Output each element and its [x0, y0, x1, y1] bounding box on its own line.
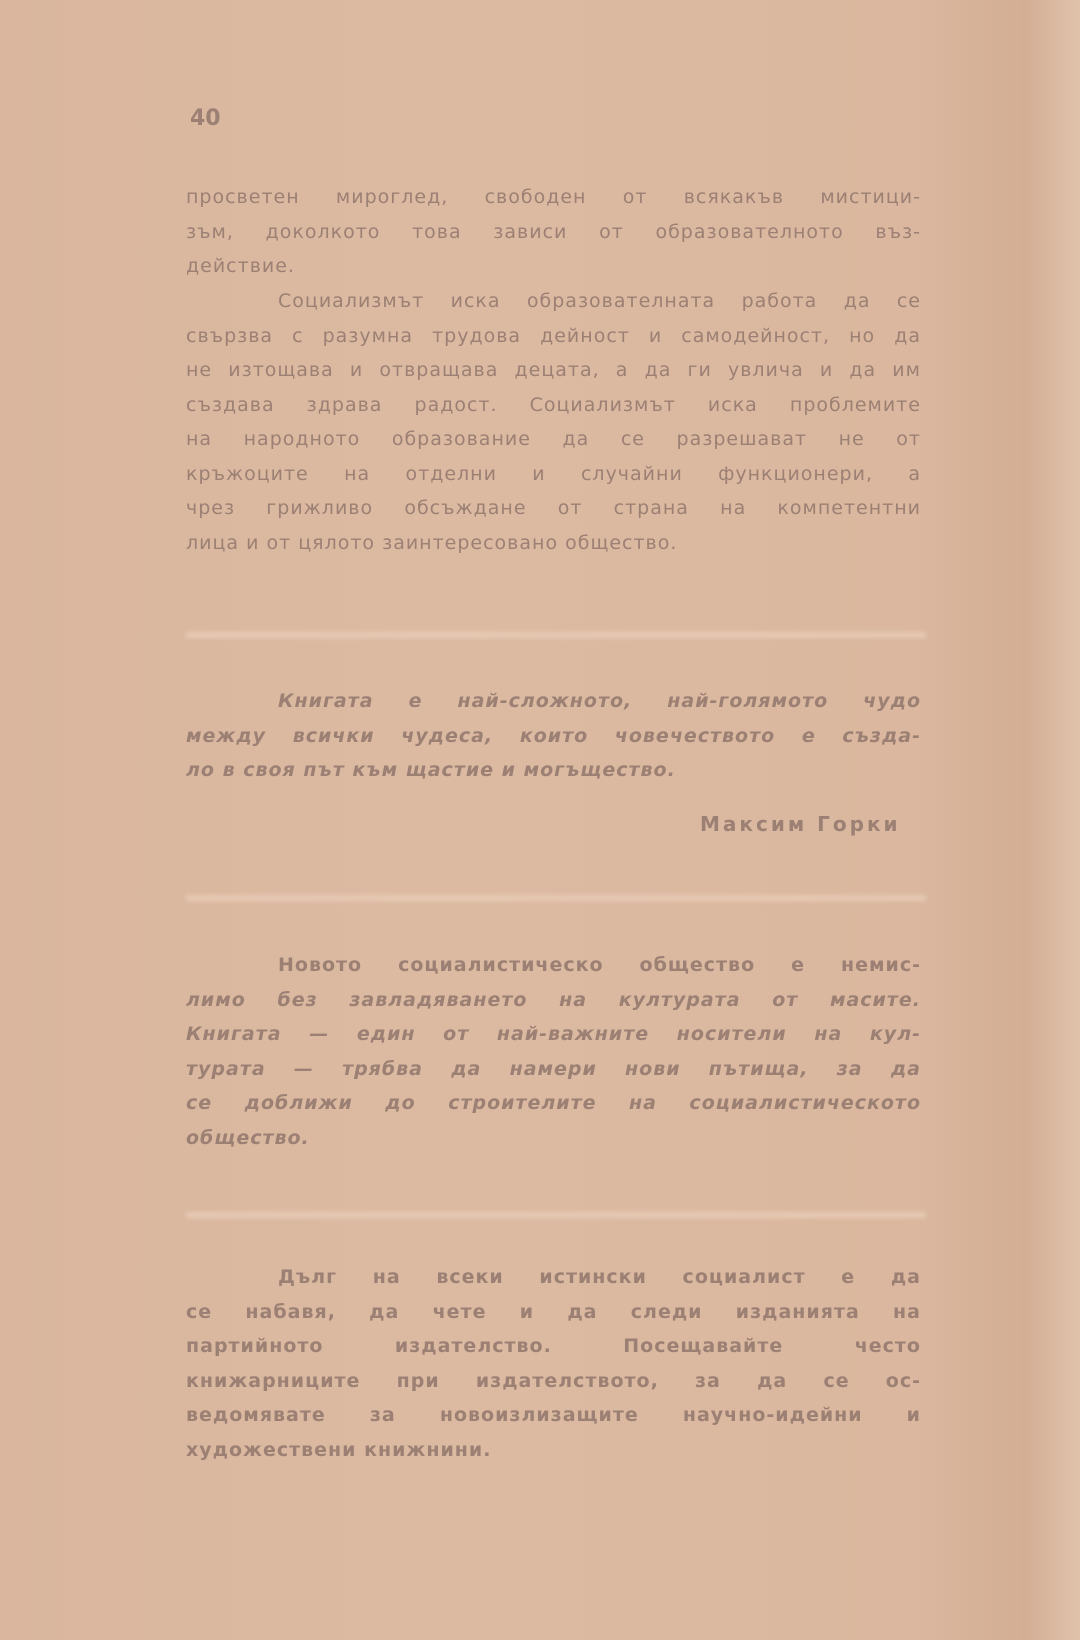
text-line: Книгата — един от най-важните носители на кул-	[186, 1023, 921, 1045]
text-line: кръжоците на отделни и случайни функционери, а	[186, 462, 921, 485]
page-number: 40	[190, 106, 221, 131]
text-line: чрез грижливо обсъждане от страна на компетентни	[186, 497, 921, 519]
text-line: общество.	[186, 1126, 310, 1149]
text-line: се набавя, да чете и да следи изданията на	[186, 1300, 921, 1323]
text-line: турата — трябва да намери нови пътища, за да	[186, 1057, 921, 1080]
text-line: лица и от цялото заинтересовано общество.	[186, 531, 678, 554]
text-line: просветен мироглед, свободен от всякакъв мистици-	[186, 186, 921, 208]
paragraph-new-society	[186, 948, 921, 1155]
divider	[186, 1210, 926, 1220]
text-line: партийното издателство. Посещавайте често	[186, 1335, 921, 1357]
text-line: Новото социалистическо общество е немис-	[278, 954, 921, 976]
text-line: Социализмът иска образователната работа да се	[278, 290, 921, 312]
divider	[186, 630, 926, 640]
text-line: ведомявате за новоизлизащите научно-идейни и	[186, 1404, 921, 1426]
text-line: книжарниците при издателството, за да се ос-	[186, 1369, 921, 1392]
text-line: свързва с разумна трудова дейност и самодейност, но да	[186, 324, 921, 347]
text-line: създава здрава радост. Социализмът иска проблемите	[186, 393, 921, 416]
quote-author: Максим Горки	[700, 812, 901, 836]
text-line: между всички чудеса, които човечеството е създа-	[186, 724, 921, 747]
paragraph-socialism-education	[186, 284, 921, 560]
text-line: действие.	[186, 255, 295, 277]
text-line: Дълг на всеки истински социалист е да	[278, 1266, 921, 1288]
text-line: се доближи до строителите на социалистическото	[186, 1092, 921, 1114]
paragraph-continued	[186, 180, 921, 284]
divider	[186, 893, 926, 903]
text-line: Книгата е най-сложното, най-голямото чудо	[278, 690, 921, 712]
text-line: лимо без завладяването на културата от масите.	[186, 988, 921, 1011]
text-line: зъм, доколкото това зависи от образователното въз-	[186, 220, 921, 243]
text-line: художествени книжнини.	[186, 1438, 492, 1461]
text-line: ло в своя път към щастие и могъщество.	[186, 759, 676, 781]
text-line: на народното образование да се разрешават не от	[186, 428, 921, 450]
text-line: не изтощава и отвращава децата, а да ги увлича и да им	[186, 359, 921, 381]
paragraph-duty	[186, 1260, 921, 1467]
quote	[186, 684, 921, 788]
